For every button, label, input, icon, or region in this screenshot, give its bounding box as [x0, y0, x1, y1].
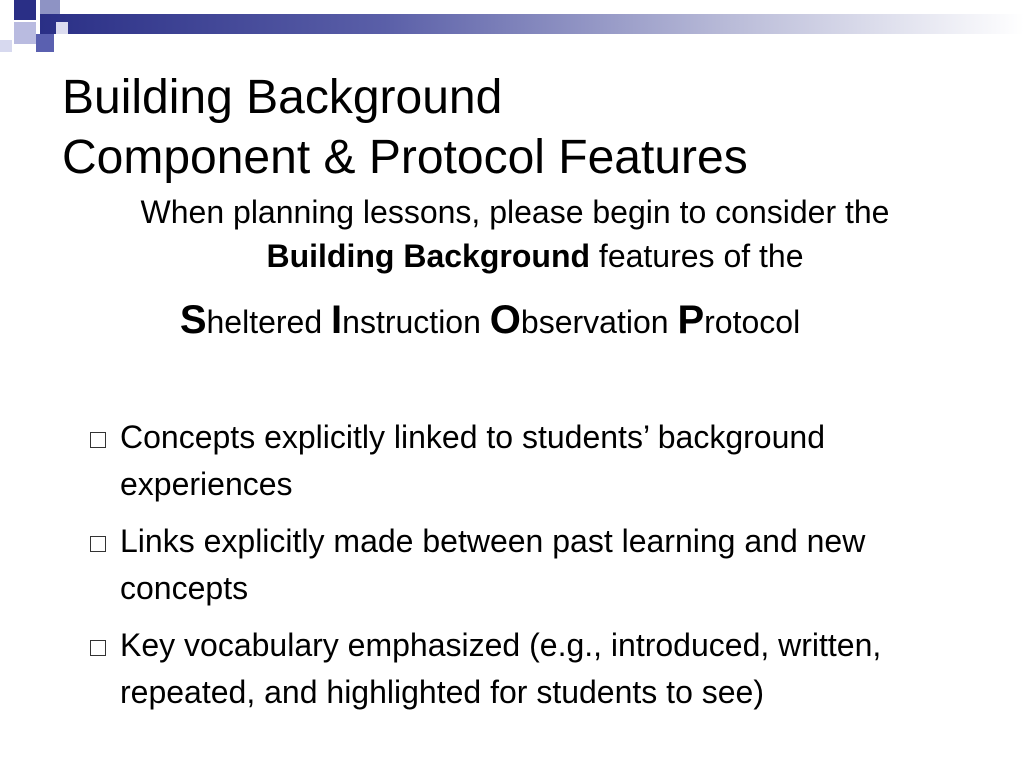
list-item-text: Key vocabulary emphasized (e.g., introduced, written, repeated, and highlighted for students to see)	[120, 627, 882, 710]
list-item	[88, 414, 988, 508]
title-line-1: Building Background	[62, 71, 503, 124]
intro-bold-term: Building Background	[266, 238, 591, 274]
feature-list	[88, 414, 988, 726]
protocol-word-observation: bservation	[520, 304, 678, 340]
protocol-letter-o: O	[489, 298, 521, 342]
intro-rest: features of the	[590, 238, 804, 274]
protocol-name	[40, 298, 940, 344]
slide-title	[62, 68, 748, 188]
protocol-word-instruction: nstruction	[342, 304, 490, 340]
protocol-letter-i: I	[331, 298, 343, 342]
intro-line-2	[40, 234, 990, 278]
decor-square	[56, 22, 68, 34]
decor-square	[14, 22, 36, 44]
decor-square	[36, 34, 54, 52]
list-item	[88, 622, 988, 716]
protocol-letter-s: S	[179, 298, 207, 342]
header-decoration	[0, 0, 1024, 62]
intro-line-1: When planning lessons, please begin to consider the	[140, 194, 890, 230]
protocol-letter-p: P	[677, 298, 705, 342]
hollow-square-icon	[90, 640, 106, 656]
list-item-text: Links explicitly made between past learning and new concepts	[120, 523, 866, 606]
list-item	[88, 518, 988, 612]
decor-square	[40, 0, 60, 14]
intro-text	[40, 190, 990, 278]
hollow-square-icon	[90, 536, 106, 552]
list-item-text: Concepts explicitly linked to students’ background experiences	[120, 419, 825, 502]
header-gradient-bar	[40, 14, 1024, 34]
title-line-2: Component & Protocol Features	[62, 131, 748, 184]
hollow-square-icon	[90, 432, 106, 448]
decor-square	[0, 40, 12, 52]
decor-square	[14, 0, 36, 20]
protocol-word-protocol: rotocol	[704, 304, 801, 340]
protocol-word-sheltered: heltered	[206, 304, 332, 340]
